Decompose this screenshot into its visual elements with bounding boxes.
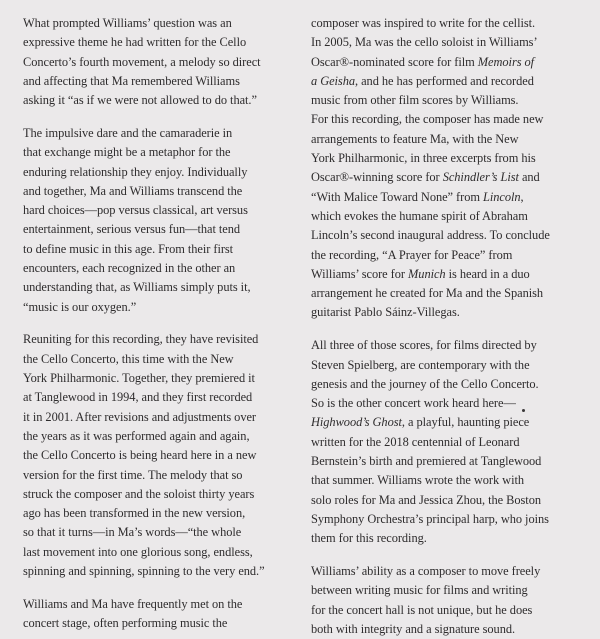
film-title-memoirs: Memoirs of <box>477 54 535 69</box>
print-speck <box>522 409 525 412</box>
text-line: the years as it was performed again and again, <box>23 428 250 443</box>
paragraph-question-theme <box>23 14 299 110</box>
text-line: and affecting that Ma remembered Williams <box>23 73 240 88</box>
text-line: and together, Ma and Williams transcend the <box>23 183 243 198</box>
text-line: both with integrity and a signature sound. <box>311 621 516 636</box>
text-line: spinning and spinning, spinning to the very end.” <box>23 564 265 579</box>
paragraph-concert-stage <box>23 595 299 634</box>
text-line: arrangements to feature Ma, with the New <box>311 131 519 146</box>
text-line: The impulsive dare and the camaraderie in <box>23 125 233 140</box>
text-line: Symphony Orchestra’s principal harp, who joins <box>311 511 549 526</box>
text-line: is heard in a duo <box>445 266 530 281</box>
text-line: for the concert hall is not unique, but he does <box>311 602 533 617</box>
text-line: between writing music for films and writing <box>311 583 528 598</box>
text-line: Reuniting for this recording, they have revisited <box>23 332 259 347</box>
right-column <box>311 14 583 639</box>
text-line: so that it turns—in Ma’s words—“the whole <box>23 525 242 540</box>
text-line: it in 2001. After revisions and adjustments over <box>23 409 256 424</box>
text-line: the recording, “A Prayer for Peace” from <box>311 247 513 262</box>
text-line: So is the other concert work heard here— <box>311 396 516 411</box>
text-line: understanding that, as Williams simply puts it, <box>23 280 251 295</box>
text-line: the Cello Concerto is being heard here in a new <box>23 448 257 463</box>
text-line: ago has been transformed in the new version, <box>23 506 246 521</box>
text-line: York Philharmonic, in three excerpts from his <box>311 151 536 166</box>
text-line: arrangement he created for Ma and the Spanish <box>311 286 544 301</box>
text-line: genesis and the journey of the Cello Concerto. <box>311 376 539 391</box>
text-line: solo roles for Ma and Jessica Zhou, the Boston <box>311 492 541 507</box>
text-line: to define music in this age. From their first <box>23 241 234 256</box>
text-line: last movement into one glorious song, endless, <box>23 544 253 559</box>
text-line: written for the 2018 centennial of Leonard <box>311 434 520 449</box>
text-line: hard choices—pop versus classical, art versus <box>23 203 248 218</box>
text-line: Williams’ ability as a composer to move freely <box>311 564 541 579</box>
text-line: In 2005, Ma was the cello soloist in Williams’ <box>311 35 538 50</box>
text-line: concert stage, often performing music the <box>23 616 228 631</box>
text-line: For this recording, the composer has made new <box>311 112 544 127</box>
text-line: guitarist Pablo Sáinz-Villegas. <box>311 305 460 320</box>
paragraph-reuniting <box>23 330 299 581</box>
text-line: , and he has performed and recorded <box>355 73 534 88</box>
left-column <box>23 14 299 633</box>
text-line: entertainment, serious versus fun—that tend <box>23 222 241 237</box>
text-line: All three of those scores, for films directed by <box>311 338 537 353</box>
paragraph-spielberg <box>311 336 583 548</box>
text-line: that summer. Williams wrote the work with <box>311 473 524 488</box>
text-line: them for this recording. <box>311 531 427 546</box>
text-line: version for the first time. The melody that so <box>23 467 243 482</box>
text-line: Steven Spielberg, are contemporary with the <box>311 357 530 372</box>
film-title-munich: Munich <box>408 266 446 281</box>
text-line: Williams and Ma have frequently met on the <box>23 596 243 611</box>
text-line: composer was inspired to write for the cellist. <box>311 16 536 30</box>
text-line: the Cello Concerto, this time with the New <box>23 351 234 366</box>
text-line: Oscar®-winning score for <box>311 170 443 185</box>
text-line: music from other film scores by Williams. <box>311 93 519 108</box>
text-line: Oscar®-nominated score for film <box>311 54 478 69</box>
paragraph-camaraderie <box>23 124 299 317</box>
text-line: “music is our oxygen.” <box>23 299 137 314</box>
text-line: Williams’ score for <box>311 266 409 281</box>
text-line: York Philharmonic. Together, they premiered it <box>23 371 255 386</box>
text-line: expressive theme he had written for the Cello <box>23 35 247 50</box>
text-line: that exchange might be a metaphor for the <box>23 145 231 160</box>
text-line: struck the composer and the soloist thirty years <box>23 486 255 501</box>
text-line: Concerto’s fourth movement, a melody so direct <box>23 54 261 69</box>
text-line: , <box>520 189 524 204</box>
text-line: which evokes the humane spirit of Abraham <box>311 208 528 223</box>
text-line: What prompted Williams’ question was an <box>23 16 232 30</box>
text-line: Lincoln’s second inaugural address. To conclude <box>311 228 550 243</box>
text-line: enduring relationship they enjoy. Individually <box>23 164 248 179</box>
film-title-geisha: a Geisha <box>311 73 355 88</box>
film-title-schindlers-list: Schindler’s List <box>442 170 519 185</box>
paragraph-film-scores <box>311 14 583 323</box>
text-line: and <box>518 170 540 185</box>
text-line: , a playful, haunting piece <box>401 415 530 430</box>
work-title-highwoods-ghost: Highwood’s Ghost <box>311 415 402 430</box>
text-line: Bernstein’s birth and premiered at Tanglewood <box>311 454 542 469</box>
paragraph-ability <box>311 562 583 639</box>
text-line: “With Malice Toward None” from <box>311 189 483 204</box>
text-line: asking it “as if we were not allowed to do that.” <box>23 93 257 108</box>
film-title-lincoln: Lincoln <box>483 189 521 204</box>
text-line: encounters, each recognized in the other an <box>23 261 236 276</box>
text-line: at Tanglewood in 1994, and they first recorded <box>23 390 253 405</box>
